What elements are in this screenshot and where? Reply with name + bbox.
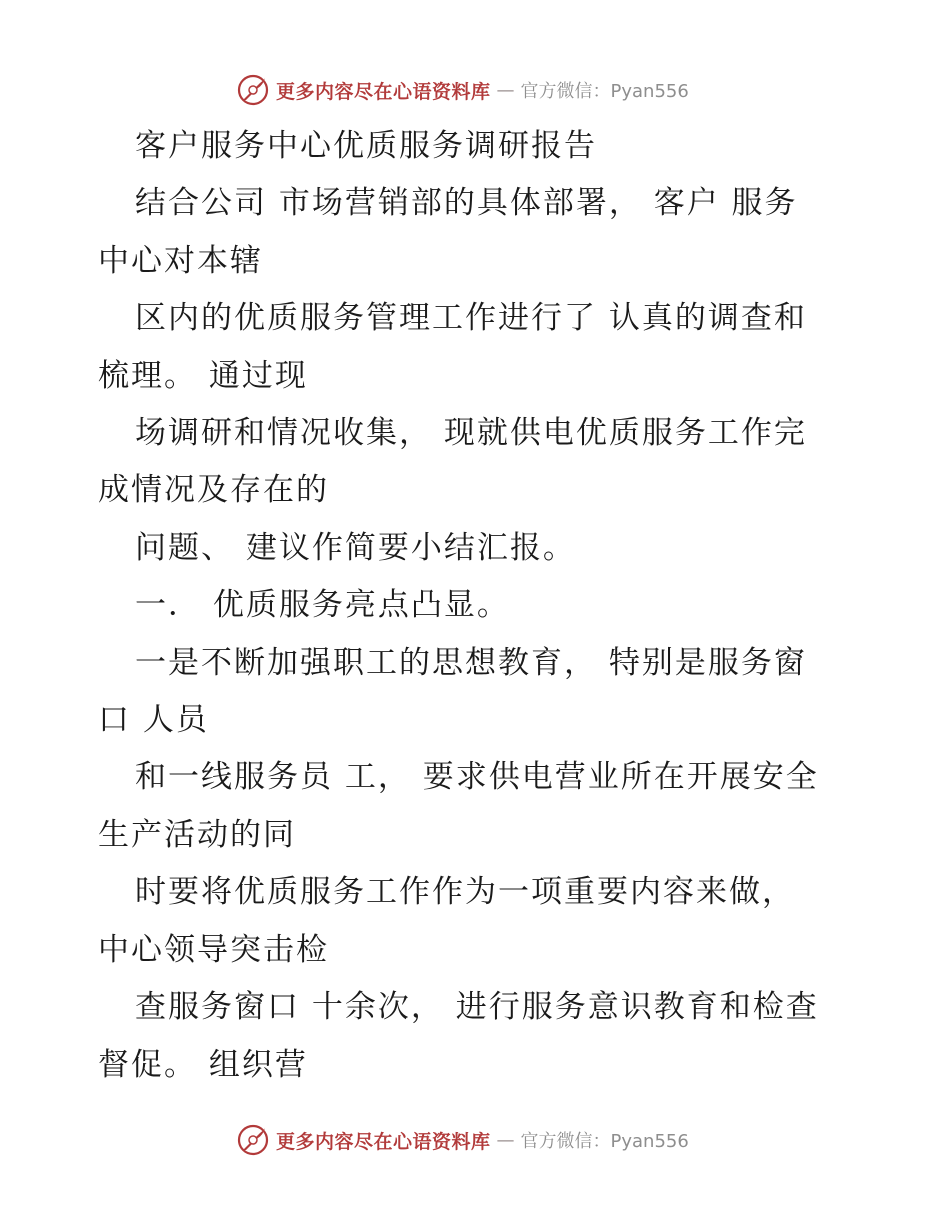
quill-in-circle-icon [236,1123,270,1157]
banner-wechat-text: 官方微信：Pyan556 [520,81,689,102]
text-line: 梳理。 通过现 [98,357,308,394]
text-line: 查服务窗口 十余次， 进行服务意识教育和检查 [135,989,819,1026]
text-line: 场调研和情况收集， 现就供电优质服务工作完 [135,415,807,452]
text-line: 和一线服务员 工， 要求供电营业所在开展安全 [135,759,819,796]
banner-wechat-text: 官方微信：Pyan556 [520,1131,689,1152]
document-body [98,118,858,1094]
text-line: 中心领导突击检 [98,931,329,968]
section-heading: 一． 优质服务亮点凸显。 [135,587,510,624]
banner-main-text: 更多内容尽在心语资料库 [276,1130,491,1153]
text-line: 结合公司 市场营销部的具体部署， 客户 服务 [135,185,798,222]
text-line: 生产活动的同 [98,816,296,853]
document-title: 客户服务中心优质服务调研报告 [135,128,597,164]
text-line: 一是不断加强职工的思想教育， 特别是服务窗 [135,644,807,681]
text-line: 中心对本辖 [98,242,263,279]
text-line: 成情况及存在的 [98,472,329,509]
text-line: 时要将优质服务工作作为一项重要内容来做， [135,874,795,911]
text-line: 区内的优质服务管理工作进行了 认真的调查和 [135,300,807,337]
banner-main-text: 更多内容尽在心语资料库 [276,80,491,103]
header-banner [236,72,716,108]
text-line: 问题、 建议作简要小结汇报。 [135,529,576,566]
quill-in-circle-icon [236,73,270,107]
text-line: 口 人员 [98,702,209,739]
footer-banner [236,1122,716,1158]
banner-separator: — [496,1129,515,1151]
text-line: 督促。 组织营 [98,1046,308,1083]
banner-separator: — [496,79,515,101]
